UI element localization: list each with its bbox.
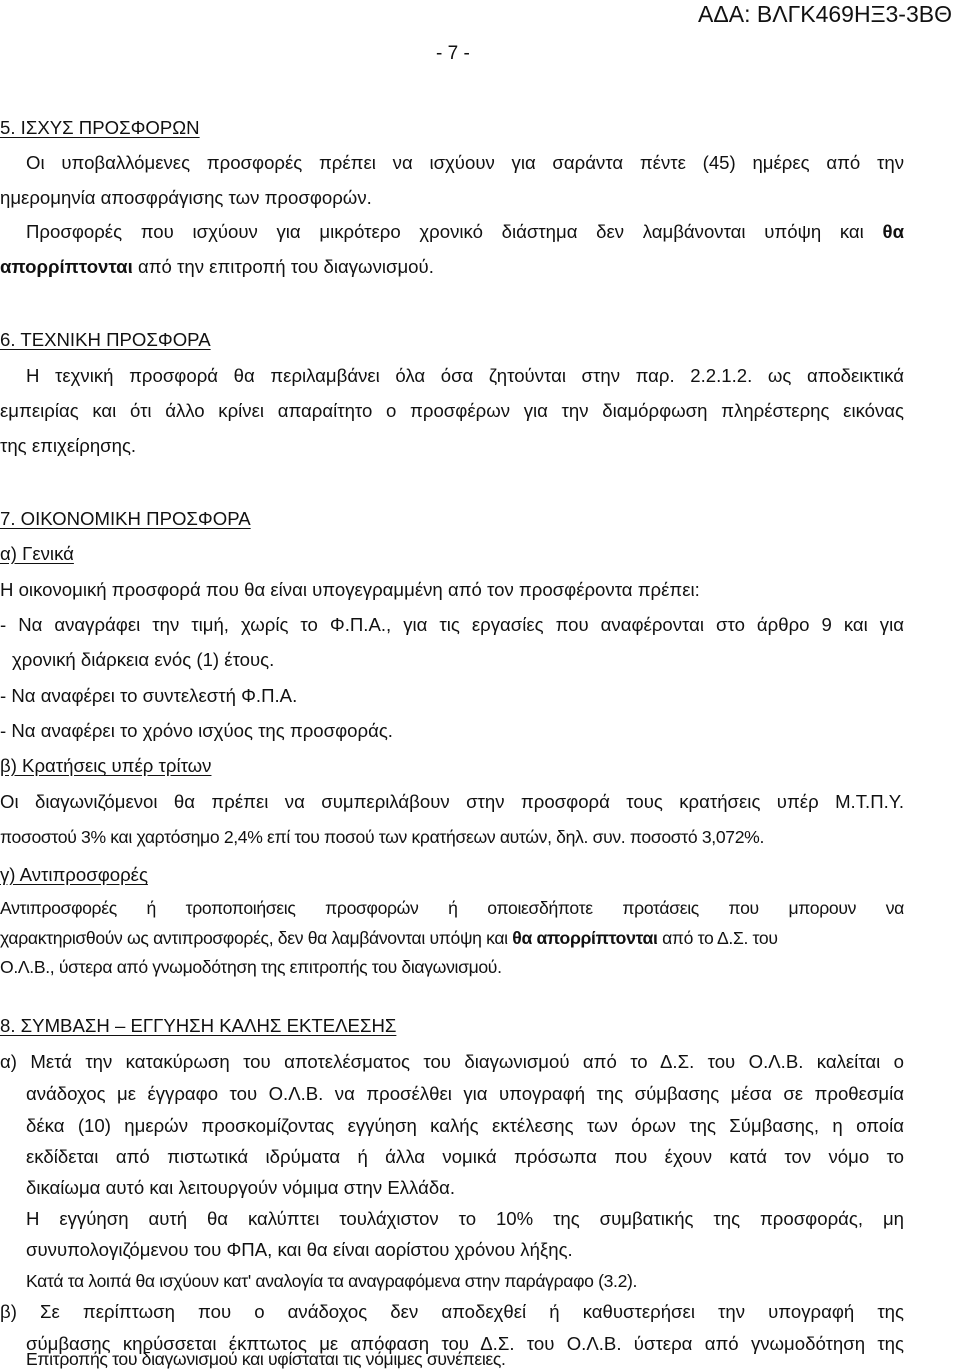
s6-line-1: Η τεχνική προσφορά θα περιλαμβάνει όλα όσα ζητούνται στην παρ. 2.2.1.2. ως αποδεικτικά [26, 365, 904, 386]
section-5-title: 5. ΙΣΧΥΣ ΠΡΟΣΦΟΡΩΝ [0, 117, 200, 138]
s7-a-title: α) Γενικά [0, 543, 74, 564]
s7-a-line-1: Η οικονομική προσφορά που θα είναι υπογεγραμμένη από τον προσφέροντα πρέπει: [0, 579, 700, 600]
s7-b-line-2: ποσοστού 3% και χαρτόσημο 2,4% επί του ποσού των κρατήσεων αυτών, δηλ. συν. ποσοστό 3,072%. [0, 827, 764, 847]
s8-a-line-3: δέκα (10) ημερών προσκομίζοντας εγγύηση καλής εκτέλεσης των όρων της Σύμβασης, η οποία [26, 1115, 904, 1136]
ada-code: ΑΔΑ: ΒΛΓΚ469ΗΞ3-3ΒΘ [698, 1, 952, 27]
s8-a-line-4: εκδίδεται από πιστωτικά ιδρύματα ή άλλα νομικά πρόσωπα που έχουν κατά τον νόμο το [26, 1146, 904, 1167]
s7-c-line-3: Ο.Λ.Β., ύστερα από γνωμοδότηση της επιτροπής του διαγωνισμού. [0, 957, 502, 977]
s6-line-3: της επιχείρησης. [0, 435, 137, 456]
s5-line-1: Οι υποβαλλόμενες προσφορές πρέπει να ισχύουν για σαράντα πέντε (45) ημέρες από την [26, 152, 904, 173]
s7-a-line-4: - Να αναφέρει το συντελεστή Φ.Π.Α. [0, 685, 298, 706]
s5-line-2: ημερομηνία αποσφράγισης των προσφορών. [0, 187, 372, 208]
s5-line-3: Προσφορές που ισχύουν για μικρότερο χρονικό διάστημα δεν λαμβάνονται υπόψη και θα [26, 221, 904, 242]
s8-a-line-5: δικαίωμα αυτό και λειτουργούν νόμιμα στην Ελλάδα. [26, 1177, 456, 1198]
s8-b-line-2: σύμβασης κηρύσσεται έκπτωτος με απόφαση του Δ.Σ. του Ο.Λ.Β. ύστερα από γνωμοδότηση της [26, 1333, 904, 1354]
s8-a-line-8: Κατά τα λοιπά θα ισχύουν κατ' αναλογία τα αναγραφόμενα στην παράγραφο (3.2). [26, 1271, 638, 1291]
s7-c-line-1: Αντιπροσφορές ή τροποποιήσεις προσφορών ή οποιεσδήποτε προτάσεις που μπορουν να [0, 898, 904, 918]
section-7-title: 7. ΟΙΚΟΝΟΜΙΚΗ ΠΡΟΣΦΟΡΑ [0, 508, 251, 529]
s7-a-line-5: - Να αναφέρει το χρόνο ισχύος της προσφοράς. [0, 720, 393, 741]
s7-a-line-3: χρονική διάρκεια ενός (1) έτους. [12, 649, 275, 670]
s8-a-line-1: α) Μετά την κατακύρωση του αποτελέσματος του διαγωνισμού από το Δ.Σ. του Ο.Λ.Β. καλείται ο [0, 1051, 904, 1072]
s7-b-title: β) Κρατήσεις υπέρ τρίτων [0, 755, 212, 776]
s8-a-line-7: συνυπολογιζόμενου του ΦΠΑ, και θα είναι αορίστου χρόνου λήξης. [26, 1239, 573, 1260]
s7-c-line-2: χαρακτηρισθούν ως αντιπροσφορές, δεν θα λαμβάνονται υπόψη και θα απορρίπτονται από το Δ.Σ. του [0, 928, 778, 948]
section-8-title: 8. ΣΥΜΒΑΣΗ – ΕΓΓΥΗΣΗ ΚΑΛΗΣ ΕΚΤΕΛΕΣΗΣ [0, 1015, 397, 1036]
s6-line-2: εμπειρίας και ότι άλλο κρίνει απαραίτητο ο προσφέρων για την διαμόρφωση πληρέστερης εικόνας [0, 400, 904, 421]
s8-b-line-1: β) Σε περίπτωση που ο ανάδοχος δεν αποδεχθεί ή καθυστερήσει την υπογραφή της [0, 1301, 904, 1322]
s7-c-title: γ) Αντιπροσφορές [0, 864, 148, 885]
section-6-title: 6. ΤΕΧΝΙΚΗ ΠΡΟΣΦΟΡΑ [0, 329, 211, 350]
s7-a-line-2: - Να αναγράφει την τιμή, χωρίς το Φ.Π.Α., για τις εργασίες που αναφέρονται στο άρθρο 9 και για [0, 614, 904, 635]
s7-b-line-1: Οι διαγωνιζόμενοι θα πρέπει να συμπεριλάβουν στην προσφορά τους κρατήσεις υπέρ Μ.Τ.Π.Υ. [0, 791, 904, 812]
page-number: - 7 - [436, 43, 470, 64]
s8-b-line-3: Επιτροπής του διαγωνισμού και υφίσταται τις νόμιμες συνέπειες. [26, 1349, 506, 1369]
s8-a-line-2: ανάδοχος με έγγραφο του Ο.Λ.Β. να προσέλθει για υπογραφή της σύμβασης μέσα σε προθεσμία [26, 1083, 904, 1104]
s5-line-4: απορρίπτονται από την επιτροπή του διαγωνισμού. [0, 256, 434, 277]
s8-a-line-6: Η εγγύηση αυτή θα καλύπτει τουλάχιστον το 10% της συμβατικής της προσφοράς, μη [26, 1208, 904, 1229]
